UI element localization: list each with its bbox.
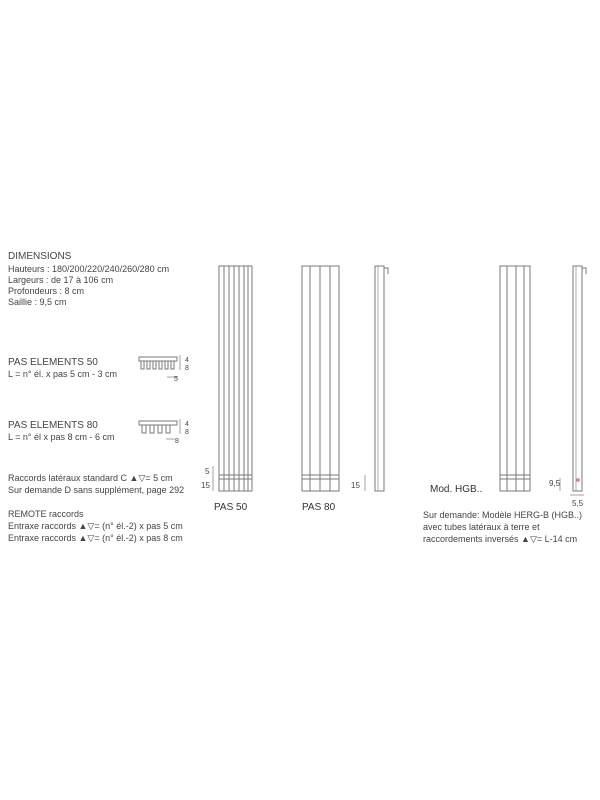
pas50-label: PAS 50 — [214, 502, 248, 513]
dimensions-title: DIMENSIONS — [8, 251, 72, 262]
raccords-line1: Raccords latéraux standard C ▲▽= 5 cm — [8, 473, 173, 483]
dimensions-saillie: Saillie : 9,5 cm — [8, 297, 67, 307]
sur-demande-line3: raccordements inversés ▲▽= L-14 cm — [423, 534, 578, 544]
dim-5-5: 5,5 — [572, 499, 584, 508]
pas80-front-drawing — [302, 266, 339, 491]
pas80-side-drawing — [365, 266, 388, 491]
pas80-pitch-dim: 8 — [175, 438, 179, 445]
raccords-line2: Sur demande D sans supplément, page 292 — [8, 485, 185, 495]
pas80-title: PAS ELEMENTS 80 — [8, 420, 98, 431]
pas50-depthb-dim: 8 — [185, 365, 189, 372]
dim-5: 5 — [205, 467, 210, 476]
pas50-title: PAS ELEMENTS 50 — [8, 357, 98, 368]
dim-15-pas50: 15 — [201, 481, 210, 490]
sur-demande-line1: Sur demande: Modèle HERG-B (HGB..) — [423, 510, 583, 520]
pas80-depth-dim: 4 — [185, 421, 189, 428]
remote-line1: Entraxe raccords ▲▽= (n° él.-2) x pas 5 cm — [8, 521, 183, 531]
remote-line2: Entraxe raccords ▲▽= (n° él.-2) x pas 8 cm — [8, 533, 183, 543]
pas50-pitch-dim: 5 — [174, 376, 178, 383]
remote-title: REMOTE raccords — [8, 509, 84, 519]
pas50-formula: L = n° él. x pas 5 cm - 3 cm — [8, 369, 118, 379]
pas50-front-drawing — [213, 266, 252, 491]
pas50-section-drawing — [139, 355, 180, 377]
pas80-label: PAS 80 — [302, 502, 336, 513]
dimensions-largeurs: Largeurs : de 17 à 106 cm — [8, 275, 114, 285]
pas80-depthb-dim: 8 — [185, 429, 189, 436]
sur-demande-line2: avec tubes latéraux à terre et — [423, 522, 540, 532]
hgb-side-drawing — [560, 266, 586, 495]
dim-15-side: 15 — [351, 481, 360, 490]
pas80-section-drawing — [139, 419, 180, 439]
pas80-formula: L = n° él x pas 8 cm - 6 cm — [8, 432, 115, 442]
dim-9-5: 9,5 — [549, 479, 561, 488]
hgb-label: Mod. HGB.. — [430, 484, 483, 495]
dimensions-hauteurs: Hauteurs : 180/200/220/240/260/280 cm — [8, 264, 170, 274]
pas50-depth-dim: 4 — [185, 357, 189, 364]
hgb-front-drawing — [500, 266, 530, 491]
dimensions-profondeurs: Profondeurs : 8 cm — [8, 286, 85, 296]
